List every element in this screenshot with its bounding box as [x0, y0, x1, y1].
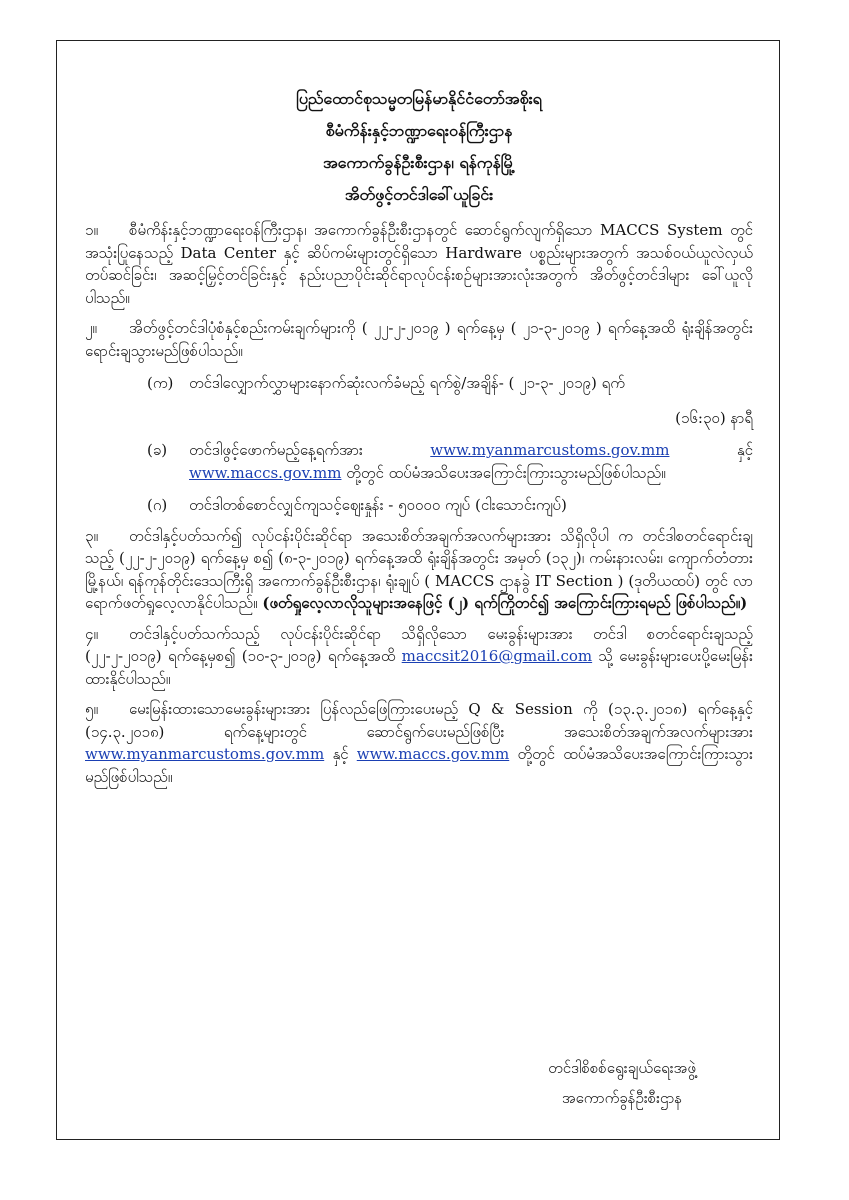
heading-department: အကောက်ခွန်ဦးစီးဌာန၊ ရန်ကုန်မြို့ — [322, 153, 516, 172]
customs-website-link[interactable]: www.myanmarcustoms.gov.mm — [85, 745, 325, 763]
sub-item-a — [147, 372, 753, 429]
paragraph-text: စီမံကိန်းနှင့်ဘဏ္ဍာရေးဝန်ကြီးဌာန၊ အကောက်ခွန်ဦးစီးဌာနတွင် ဆောင်ရွက်လျက်ရှိသော MACCS System တွင်အသုံးပြုနေသည့် Data Center နှင့် ဆိပ်ကမ်းများတွင်ရှိသော Hardware ပစ္စည်းများအတွက် အသစ်ဝယ်ယူလဲလှယ်တပ်ဆင်ခြင်း၊ အဆင့်မြှင့်တင်ခြင်းနှင့် နည်းပညာပိုင်းဆိုင်ရာလုပ်ငန်းစဉ်များအားလုံးအတွက် အိတ်ဖွင့်တင်ဒါများ ခေါ်ယူလိုပါသည်။ — [85, 221, 753, 307]
paragraph-number: ၄။ — [85, 624, 98, 643]
paragraph-3 — [85, 525, 753, 615]
paragraph-bold-note: (ဖတ်ရှုလေ့လာလိုသူများအနေဖြင့် (၂) ရက်ကြိုတင်၍ အကြောင်းကြားရမည် ဖြစ်ပါသည်။) — [262, 594, 748, 612]
paragraph-2 — [85, 317, 753, 362]
customs-website-link[interactable]: www.myanmarcustoms.gov.mm — [430, 441, 670, 459]
sub-item-label: (က) — [147, 374, 174, 392]
sub-item-label: (ခ) — [147, 441, 168, 459]
sub-item-b — [147, 439, 753, 484]
maccs-website-link[interactable]: www.maccs.gov.mm — [189, 463, 342, 482]
paragraph-text-end: တို့တွင် ထပ်မံအသိပေးအကြောင်းကြားသွားမည်ဖြစ်ပါသည်။ — [85, 745, 753, 786]
paragraph-number: ၅။ — [85, 700, 98, 718]
paragraph-text: မေးမြန်းထားသောမေးခွန်းများအား ပြန်လည်ဖြေကြားပေးမည့် Q & Session ကို (၁၃.၃.၂၀၁၈) ရက်နေ့နှင့် (၁၄.၃.၂၀၁၈) ရက်နေ့များတွင် ဆောင်ရွက်ပေးမည်ဖြစ်ပြီး အသေးစိတ်အချက်အလက်များအား — [85, 700, 753, 741]
signature-department: အကောက်ခွန်ဦးစီးဌာန — [561, 1089, 683, 1107]
paragraph-text: တင်ဒါနှင့်ပတ်သက်သည့် လုပ်ငန်းပိုင်းဆိုင်ရာ သိရှိလိုသော မေးခွန်းများအား တင်ဒါ စတင်ရောင်းချသည့် (၂၂-၂-၂၀၁၉) ရက်နေ့မှစ၍ (၁၀-၃-၂၀၁၉) ရက်နေ့အထိ — [85, 624, 753, 665]
sub-item-text: တင်ဒါလျှောက်လွှာများနောက်ဆုံးလက်ခံမည့် ရက်စွဲ/အချိန်- ( ၂၁-၃- ၂၀၁၉) ရက် — [189, 374, 625, 392]
heading-title: အိတ်ဖွင့်တင်ဒါခေါ်ယူခြင်း — [344, 185, 494, 204]
conjunction-text: နှင့် — [332, 745, 349, 763]
paragraph-text: တင်ဒါနှင့်ပတ်သက်၍ လုပ်ငန်းပိုင်းဆိုင်ရာ အသေးစိတ်အချက်အလက်များအား သိရှိလိုပါ က တင်ဒါစတင်ရောင်းချသည့် (၂၂-၂-၂၀၁၉) ရက်နေ့မှ စ၍ (၈-၃-၂၀၁၉) ရက်နေ့အထိ ရုံးချိန်အတွင်း အမှတ် (၁၃၂)၊ ကမ်းနားလမ်း၊ ကျောက်တံတားမြို့နယ်၊ ရန်ကုန်တိုင်းဒေသကြီးရှိ အကောက်ခွန်ဦးစီးဌာန၊ ရုံးချုပ် ( MACCS ဌာနခွဲ IT Section ) (ဒုတိယထပ်) တွင် လာရောက်ဖတ်ရှုလေ့လာနိုင်ပါသည်။ — [85, 526, 753, 612]
email-link[interactable]: maccsit2016@gmail.com — [401, 647, 593, 665]
sub-item-text: တင်ဒါဖွင့်ဖောက်မည့်နေ့ရက်အား — [189, 441, 363, 459]
heading-government: ပြည်ထောင်စုသမ္မတမြန်မာနိုင်ငံတော်အစိုးရ — [296, 89, 542, 108]
signature-committee: တင်ဒါစိစစ်ရွေးချယ်ရေးအဖွဲ့ — [548, 1059, 696, 1077]
paragraph-1 — [85, 219, 753, 309]
paragraph-text: အိတ်ဖွင့်တင်ဒါပုံစံနှင့်စည်းကမ်းချက်များကို ( ၂၂-၂-၂၀၁၉ ) ရက်နေ့မှ ( ၂၁-၃-၂၀၁၉ ) ရက်နေ့အထိ ရုံးချိန်အတွင်းရောင်းချသွားမည်ဖြစ်ပါသည်။ — [85, 319, 753, 360]
document-body — [85, 83, 753, 788]
sub-item-deadline-time: (၁၆:၃၀) နာရီ — [675, 408, 753, 427]
conjunction-text: နှင့် — [736, 441, 753, 459]
paragraph-4 — [85, 623, 753, 691]
sub-item-label: (ဂ) — [147, 496, 168, 514]
paragraph-number: ၁။ — [85, 221, 98, 239]
document-heading — [85, 83, 753, 211]
paragraph-number: ၂။ — [85, 319, 97, 337]
paragraph-5 — [85, 698, 753, 788]
sub-item-c — [147, 494, 753, 517]
maccs-website-link[interactable]: www.maccs.gov.mm — [356, 745, 510, 763]
document-border — [56, 40, 780, 1140]
paragraph-text-end: သို့ မေးခွန်းများပေးပို့မေးမြန်းထားနိုင်ပါသည်။ — [85, 647, 753, 688]
signature-block — [497, 1053, 747, 1113]
paragraph-number: ၃။ — [85, 526, 98, 545]
heading-ministry: စီမံကိန်းနှင့်ဘဏ္ဍာရေးဝန်ကြီးဌာန — [325, 121, 513, 140]
sub-item-text-end: တို့တွင် ထပ်မံအသိပေးအကြောင်းကြားသွားမည်ဖြစ်ပါသည်။ — [346, 463, 666, 482]
sub-item-text: တင်ဒါတစ်စောင်လျှင်ကျသင့်ဈေးနှုန်း - ၅၀၀၀၀ ကျပ် (ငါးသောင်းကျပ်) — [189, 496, 567, 514]
